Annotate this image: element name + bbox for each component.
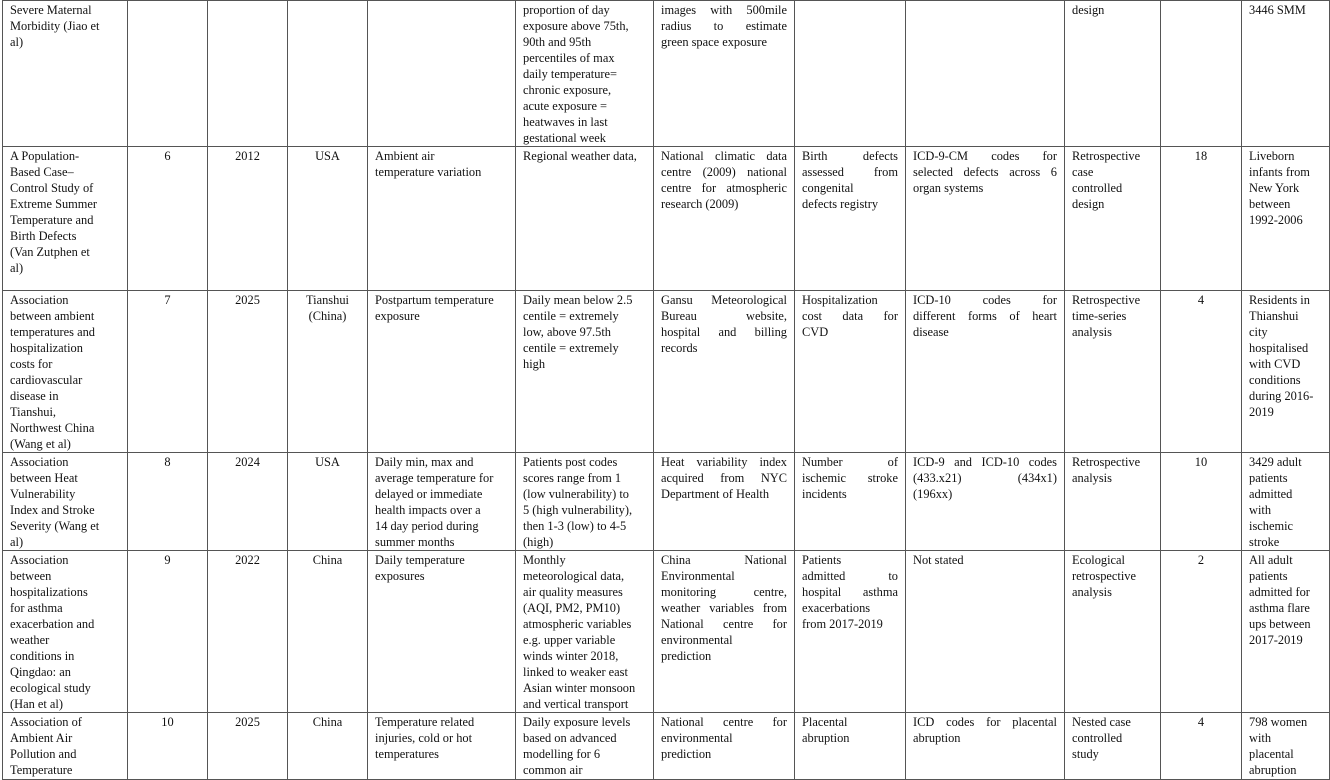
cell-line: ups between xyxy=(1249,617,1311,631)
exposure-cell xyxy=(368,453,516,551)
cell-line: Monthly xyxy=(523,553,566,567)
cell-line: different forms of heart xyxy=(913,309,1057,323)
cell-line: placental xyxy=(1249,747,1294,761)
cell-line: injuries, cold or hot xyxy=(375,731,473,745)
cell-line: air quality measures xyxy=(523,585,623,599)
study-location-cell: China xyxy=(288,713,368,780)
cell-line: exposure above 75th, xyxy=(523,19,629,33)
cell-line: Control Study of xyxy=(10,181,94,195)
data-source-cell xyxy=(654,291,795,453)
cell-line: exposure xyxy=(375,309,420,323)
cell-line: delayed or immediate xyxy=(375,487,483,501)
cell-line: environmental xyxy=(661,633,733,647)
exposure-measure-cell xyxy=(516,1,654,147)
quality-score-cell: 10 xyxy=(1161,453,1242,551)
cell-line: Regional weather data, xyxy=(523,149,637,163)
table-body xyxy=(3,1,1330,780)
cell-line: design xyxy=(1072,3,1105,17)
population-cell xyxy=(1242,291,1330,453)
cell-line: weather variables from xyxy=(661,601,787,615)
cell-line: (low vulnerability) to xyxy=(523,487,629,501)
cell-line: centile = extremely xyxy=(523,341,619,355)
cell-line: hospitalization xyxy=(10,341,83,355)
cell-line: based on advanced xyxy=(523,731,617,745)
study-year-cell: 2024 xyxy=(208,453,288,551)
cell-line: conditions in xyxy=(10,649,75,663)
cell-line: al) xyxy=(10,535,24,549)
cell-line: green space exposure xyxy=(661,35,767,49)
study-location-cell: Tianshui (China) xyxy=(288,291,368,453)
cell-line: and vertical transport xyxy=(523,697,629,711)
exposure-measure-cell xyxy=(516,551,654,713)
study-design-cell xyxy=(1065,453,1161,551)
cell-line: Asian winter monsoon xyxy=(523,681,636,695)
exposure-cell xyxy=(368,551,516,713)
cell-line: disease xyxy=(913,325,949,339)
quality-score-cell: 18 xyxy=(1161,147,1242,291)
cell-line: 798 women xyxy=(1249,715,1308,729)
cell-line: modelling for 6 xyxy=(523,747,601,761)
cell-line: between xyxy=(1249,197,1291,211)
cell-line: meteorological data, xyxy=(523,569,625,583)
cell-line: patients xyxy=(1249,471,1288,485)
cell-line: New York xyxy=(1249,181,1300,195)
cell-line: prediction xyxy=(661,649,712,663)
cell-line: ICD-9 and ICD-10 codes xyxy=(913,455,1057,469)
cell-line: National centre for xyxy=(661,715,787,729)
cell-line: admitted for xyxy=(1249,585,1310,599)
study-title-cell xyxy=(3,291,128,453)
cell-line: Patients post codes xyxy=(523,455,618,469)
cell-line: acute exposure = xyxy=(523,99,608,113)
study-year-cell xyxy=(208,1,288,147)
cell-line: hospital asthma xyxy=(802,585,898,599)
cell-line: acquired from NYC xyxy=(661,471,787,485)
cell-line: summer months xyxy=(375,535,455,549)
cell-line: Ambient air xyxy=(375,149,435,163)
population-cell xyxy=(1242,1,1330,147)
table-row xyxy=(3,713,1330,780)
cell-line: Daily min, max and xyxy=(375,455,474,469)
study-design-cell xyxy=(1065,147,1161,291)
cell-line: National centre for xyxy=(661,617,787,631)
quality-score-cell: 2 xyxy=(1161,551,1242,713)
cell-line: temperature variation xyxy=(375,165,482,179)
cell-line: National climatic data xyxy=(661,149,787,163)
quality-score-cell: 4 xyxy=(1161,713,1242,780)
cell-line: exposures xyxy=(375,569,425,583)
cell-line: between xyxy=(10,569,52,583)
cell-line: city xyxy=(1249,325,1268,339)
cell-line: low, above 97.5th xyxy=(523,325,611,339)
cell-line: ecological study xyxy=(10,681,91,695)
study-design-cell xyxy=(1065,1,1161,147)
study-title-cell xyxy=(3,1,128,147)
cell-line: 14 day period during xyxy=(375,519,479,533)
cell-line: prediction xyxy=(661,747,712,761)
cell-line: centre for atmospheric xyxy=(661,181,787,195)
cell-line: analysis xyxy=(1072,585,1112,599)
cell-line: Daily temperature xyxy=(375,553,465,567)
cell-line: chronic exposure, xyxy=(523,83,612,97)
study-number-cell: 8 xyxy=(128,453,208,551)
cell-line: admitted xyxy=(1249,487,1293,501)
cell-line: analysis xyxy=(1072,325,1112,339)
exposure-measure-cell xyxy=(516,147,654,291)
outcome-coding-cell xyxy=(906,453,1065,551)
cell-line: hospitalizations xyxy=(10,585,88,599)
cell-line: time-series xyxy=(1072,309,1127,323)
cell-line: from 2017-2019 xyxy=(802,617,883,631)
cell-line: organ systems xyxy=(913,181,984,195)
study-title-cell xyxy=(3,551,128,713)
outcome-cell xyxy=(795,551,906,713)
population-cell xyxy=(1242,551,1330,713)
cell-line: common air xyxy=(523,763,583,777)
cell-line: between Heat xyxy=(10,471,78,485)
cell-line: radius to estimate xyxy=(661,19,787,33)
table-row xyxy=(3,453,1330,551)
cell-line: 3446 SMM xyxy=(1249,3,1306,17)
cell-line: exacerbations xyxy=(802,601,871,615)
cell-line: Retrospective xyxy=(1072,455,1141,469)
cell-line: disease in xyxy=(10,389,59,403)
cell-line: winds winter 2018, xyxy=(523,649,619,663)
cell-line: (Wang et al) xyxy=(10,437,71,451)
cell-line: Patients xyxy=(802,553,842,567)
study-location-cell xyxy=(288,1,368,147)
exposure-cell xyxy=(368,291,516,453)
cell-line: Number of xyxy=(802,455,898,469)
study-number-cell: 6 xyxy=(128,147,208,291)
study-year-cell: 2012 xyxy=(208,147,288,291)
study-number-cell xyxy=(128,1,208,147)
cell-line: Index and Stroke xyxy=(10,503,95,517)
cell-line: Association xyxy=(10,455,69,469)
table-row xyxy=(3,551,1330,713)
cell-line: weather xyxy=(10,633,50,647)
cell-line: Department of Health xyxy=(661,487,770,501)
cell-line: centre (2009) national xyxy=(661,165,787,179)
cell-line: Tianshui, xyxy=(10,405,57,419)
cell-line: abruption xyxy=(1249,763,1297,777)
cell-line: stroke xyxy=(1249,535,1280,549)
cell-line: retrospective xyxy=(1072,569,1136,583)
study-number-cell: 7 xyxy=(128,291,208,453)
outcome-coding-cell xyxy=(906,147,1065,291)
cell-line: study xyxy=(1072,747,1099,761)
cell-line: ICD codes for placental xyxy=(913,715,1057,729)
cell-line: 90th and 95th xyxy=(523,35,592,49)
cell-line: Qingdao: an xyxy=(10,665,71,679)
quality-score-cell: 4 xyxy=(1161,291,1242,453)
study-number-cell: 9 xyxy=(128,551,208,713)
cell-line: 2017-2019 xyxy=(1249,633,1303,647)
cell-line: Severity (Wang et xyxy=(10,519,100,533)
cell-line: monitoring centre, xyxy=(661,585,787,599)
cell-line: 3429 adult xyxy=(1249,455,1302,469)
cell-line: hospital and billing xyxy=(661,325,787,339)
cell-line: Association xyxy=(10,293,69,307)
cell-line: asthma flare xyxy=(1249,601,1310,615)
quality-score-cell xyxy=(1161,1,1242,147)
study-year-cell: 2025 xyxy=(208,291,288,453)
outcome-cell xyxy=(795,713,906,780)
study-year-cell: 2025 xyxy=(208,713,288,780)
cell-line: Not stated xyxy=(913,553,964,567)
data-source-cell xyxy=(654,453,795,551)
study-location-cell: USA xyxy=(288,147,368,291)
cell-line: between ambient xyxy=(10,309,95,323)
cell-line: cardiovascular xyxy=(10,373,83,387)
cell-line: Liveborn xyxy=(1249,149,1295,163)
cell-line: Thianshui xyxy=(1249,309,1299,323)
cell-line: Birth Defects xyxy=(10,229,77,243)
cell-line: hospitalised xyxy=(1249,341,1309,355)
cell-line: centile = extremely xyxy=(523,309,619,323)
study-table xyxy=(2,0,1330,780)
exposure-measure-cell xyxy=(516,453,654,551)
cell-line: China National xyxy=(661,553,787,567)
cell-line: controlled xyxy=(1072,181,1123,195)
cell-line: with CVD xyxy=(1249,357,1301,371)
cell-line: Morbidity (Jiao et xyxy=(10,19,100,33)
table-row xyxy=(3,291,1330,453)
outcome-coding-cell xyxy=(906,551,1065,713)
population-cell xyxy=(1242,713,1330,780)
cell-line: then 1-3 (low) to 4-5 xyxy=(523,519,627,533)
cell-line: abruption xyxy=(802,731,850,745)
cell-line: All adult xyxy=(1249,553,1293,567)
exposure-measure-cell xyxy=(516,291,654,453)
population-cell xyxy=(1242,147,1330,291)
study-design-cell xyxy=(1065,713,1161,780)
cell-line: records xyxy=(661,341,698,355)
cell-line: with xyxy=(1249,731,1272,745)
cell-line: Daily mean below 2.5 xyxy=(523,293,633,307)
cell-line: ICD-10 codes for xyxy=(913,293,1057,307)
cell-line: for asthma xyxy=(10,601,63,615)
cell-line: Retrospective xyxy=(1072,149,1141,163)
cell-line: atmospheric variables xyxy=(523,617,632,631)
cell-line: infants from xyxy=(1249,165,1310,179)
cell-line: Extreme Summer xyxy=(10,197,98,211)
outcome-coding-cell xyxy=(906,713,1065,780)
cell-line: Ecological xyxy=(1072,553,1125,567)
outcome-cell xyxy=(795,453,906,551)
study-title-cell xyxy=(3,713,128,780)
study-location-cell: USA xyxy=(288,453,368,551)
cell-line: Environmental xyxy=(661,569,735,583)
cell-line: Association of xyxy=(10,715,82,729)
cell-line: case xyxy=(1072,165,1094,179)
cell-line: exacerbation and xyxy=(10,617,95,631)
cell-line: cost data for xyxy=(802,309,898,323)
cell-line: environmental xyxy=(661,731,733,745)
data-source-cell xyxy=(654,147,795,291)
study-design-cell xyxy=(1065,551,1161,713)
cell-line: Postpartum temperature xyxy=(375,293,494,307)
cell-line: e.g. upper variable xyxy=(523,633,616,647)
cell-line: Residents in xyxy=(1249,293,1310,307)
cell-line: Temperature xyxy=(10,763,73,777)
cell-line: analysis xyxy=(1072,471,1112,485)
cell-line: Birth defects xyxy=(802,149,898,163)
cell-line: (196xx) xyxy=(913,487,953,501)
cell-line: CVD xyxy=(802,325,829,339)
exposure-measure-cell xyxy=(516,713,654,780)
cell-line: congenital xyxy=(802,181,854,195)
cell-line: costs for xyxy=(10,357,53,371)
study-number-cell: 10 xyxy=(128,713,208,780)
study-design-cell xyxy=(1065,291,1161,453)
cell-line: assessed from xyxy=(802,165,898,179)
cell-line: average temperature for xyxy=(375,471,494,485)
data-source-cell xyxy=(654,713,795,780)
study-location-cell: China xyxy=(288,551,368,713)
cell-line: Daily exposure levels xyxy=(523,715,631,729)
cell-line: Association xyxy=(10,553,69,567)
cell-line: research (2009) xyxy=(661,197,739,211)
cell-line: ischemic xyxy=(1249,519,1294,533)
cell-line: Gansu Meteorological xyxy=(661,293,787,307)
cell-line: with xyxy=(1249,503,1272,517)
cell-line: conditions xyxy=(1249,373,1301,387)
cell-line: gestational week xyxy=(523,131,606,145)
cell-line: Based Case– xyxy=(10,165,74,179)
cell-line: patients xyxy=(1249,569,1288,583)
cell-line: A Population- xyxy=(10,149,80,163)
exposure-cell xyxy=(368,713,516,780)
cell-line: incidents xyxy=(802,487,847,501)
study-title-cell xyxy=(3,453,128,551)
cell-line: Pollution and xyxy=(10,747,77,761)
cell-line: 5 (high vulnerability), xyxy=(523,503,633,517)
cell-line: high xyxy=(523,357,546,371)
cell-line: Vulnerability xyxy=(10,487,76,501)
cell-line: defects registry xyxy=(802,197,879,211)
exposure-cell xyxy=(368,147,516,291)
cell-line: during 2016- xyxy=(1249,389,1314,403)
cell-line: Retrospective xyxy=(1072,293,1141,307)
cell-line: Northwest China xyxy=(10,421,95,435)
data-source-cell xyxy=(654,1,795,147)
cell-line: temperatures xyxy=(375,747,439,761)
cell-line: 1992-2006 xyxy=(1249,213,1303,227)
cell-line: images with 500mile xyxy=(661,3,787,17)
cell-line: health impacts over a xyxy=(375,503,481,517)
cell-line: proportion of day xyxy=(523,3,610,17)
cell-line: (Van Zutphen et xyxy=(10,245,90,259)
cell-line: Placental xyxy=(802,715,848,729)
cell-line: Ambient Air xyxy=(10,731,73,745)
cell-line: Bureau website, xyxy=(661,309,787,323)
study-year-cell: 2022 xyxy=(208,551,288,713)
cell-line: daily temperature= xyxy=(523,67,618,81)
outcome-coding-cell xyxy=(906,1,1065,147)
table-row xyxy=(3,1,1330,147)
cell-line: al) xyxy=(10,35,24,49)
population-cell xyxy=(1242,453,1330,551)
cell-line: temperatures and xyxy=(10,325,95,339)
cell-line: controlled xyxy=(1072,731,1123,745)
cell-line: scores range from 1 xyxy=(523,471,622,485)
table-row xyxy=(3,147,1330,291)
cell-line: (Han et al) xyxy=(10,697,63,711)
cell-line: Temperature related xyxy=(375,715,475,729)
data-source-cell xyxy=(654,551,795,713)
cell-line: Hospitalization xyxy=(802,293,878,307)
cell-line: (AQI, PM2, PM10) xyxy=(523,601,621,615)
cell-line: percentiles of max xyxy=(523,51,615,65)
cell-line: Nested case xyxy=(1072,715,1131,729)
cell-line: abruption xyxy=(913,731,961,745)
cell-line: Heat variability index xyxy=(661,455,787,469)
cell-line: Temperature and xyxy=(10,213,94,227)
cell-line: ICD-9-CM codes for xyxy=(913,149,1057,163)
cell-line: admitted to xyxy=(802,569,898,583)
outcome-cell xyxy=(795,147,906,291)
cell-line: Severe Maternal xyxy=(10,3,92,17)
cell-line: linked to weaker east xyxy=(523,665,628,679)
study-title-cell xyxy=(3,147,128,291)
cell-line: design xyxy=(1072,197,1105,211)
outcome-coding-cell xyxy=(906,291,1065,453)
outcome-cell xyxy=(795,291,906,453)
cell-line: heatwaves in last xyxy=(523,115,608,129)
cell-line: (433.x21) (434x1) xyxy=(913,471,1057,485)
cell-line: 2019 xyxy=(1249,405,1274,419)
cell-line: selected defects across 6 xyxy=(913,165,1057,179)
cell-line: ischemic stroke xyxy=(802,471,898,485)
cell-line: (high) xyxy=(523,535,554,549)
cell-line: al) xyxy=(10,261,24,275)
outcome-cell xyxy=(795,1,906,147)
exposure-cell xyxy=(368,1,516,147)
